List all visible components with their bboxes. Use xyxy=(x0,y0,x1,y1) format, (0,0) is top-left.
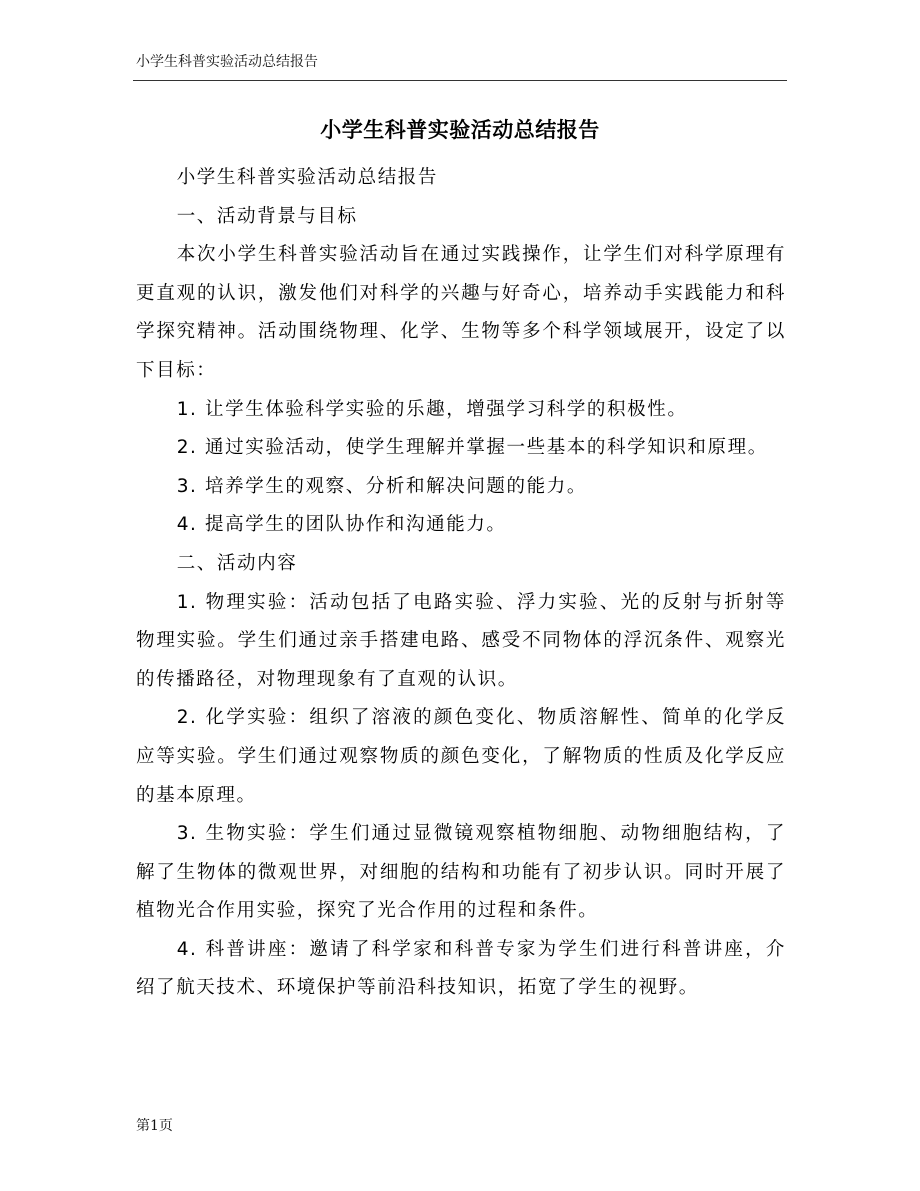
content-item-chemistry: 2. 化学实验：组织了溶液的颜色变化、物质溶解性、简单的化学反应等实验。学生们通过观察物质的颜色变化，了解物质的性质及化学反应的基本原理。 xyxy=(136,707,786,806)
document-body xyxy=(136,159,786,1008)
running-header: 小学生科普实验活动总结报告 xyxy=(136,54,318,70)
goal-item-4: 4. 提高学生的团队协作和沟通能力。 xyxy=(176,514,507,536)
page-number: 第1页 xyxy=(136,1118,173,1134)
content-item-lecture: 4. 科普讲座：邀请了科学家和科普专家为学生们进行科普讲座，介绍了航天技术、环境保护等前沿科技知识，拓宽了学生的视野。 xyxy=(136,938,786,999)
goal-item-1: 1. 让学生体验科学实验的乐趣，增强学习科学的积极性。 xyxy=(176,398,688,420)
paragraph-subtitle: 小学生科普实验活动总结报告 xyxy=(176,167,438,188)
section-heading-content: 二、活动内容 xyxy=(176,552,298,574)
header-divider xyxy=(133,80,787,81)
content-item-biology: 3. 生物实验：学生们通过显微镜观察植物细胞、动物细胞结构，了解了生物体的微观世界，对细胞的结构和功能有了初步认识。同时开展了植物光合作用实验，探究了光合作用的过程和条件。 xyxy=(136,823,786,922)
document-title: 小学生科普实验活动总结报告 xyxy=(320,118,600,142)
content-item-physics: 1. 物理实验：活动包括了电路实验、浮力实验、光的反射与折射等物理实验。学生们通过亲手搭建电路、感受不同物体的浮沉条件、观察光的传播路径，对物理现象有了直观的认识。 xyxy=(136,591,786,690)
goal-item-3: 3. 培养学生的观察、分析和解决问题的能力。 xyxy=(176,475,587,497)
section-heading-background: 一、活动背景与目标 xyxy=(176,205,358,227)
goal-item-2: 2. 通过实验活动，使学生理解并掌握一些基本的科学知识和原理。 xyxy=(176,437,768,459)
paragraph-intro: 本次小学生科普实验活动旨在通过实践操作，让学生们对科学原理有更直观的认识，激发他们对科学的兴趣与好奇心，培养动手实践能力和科学探究精神。活动围绕物理、化学、生物等多个科学领域展开，设定了以下目标： xyxy=(136,244,786,381)
